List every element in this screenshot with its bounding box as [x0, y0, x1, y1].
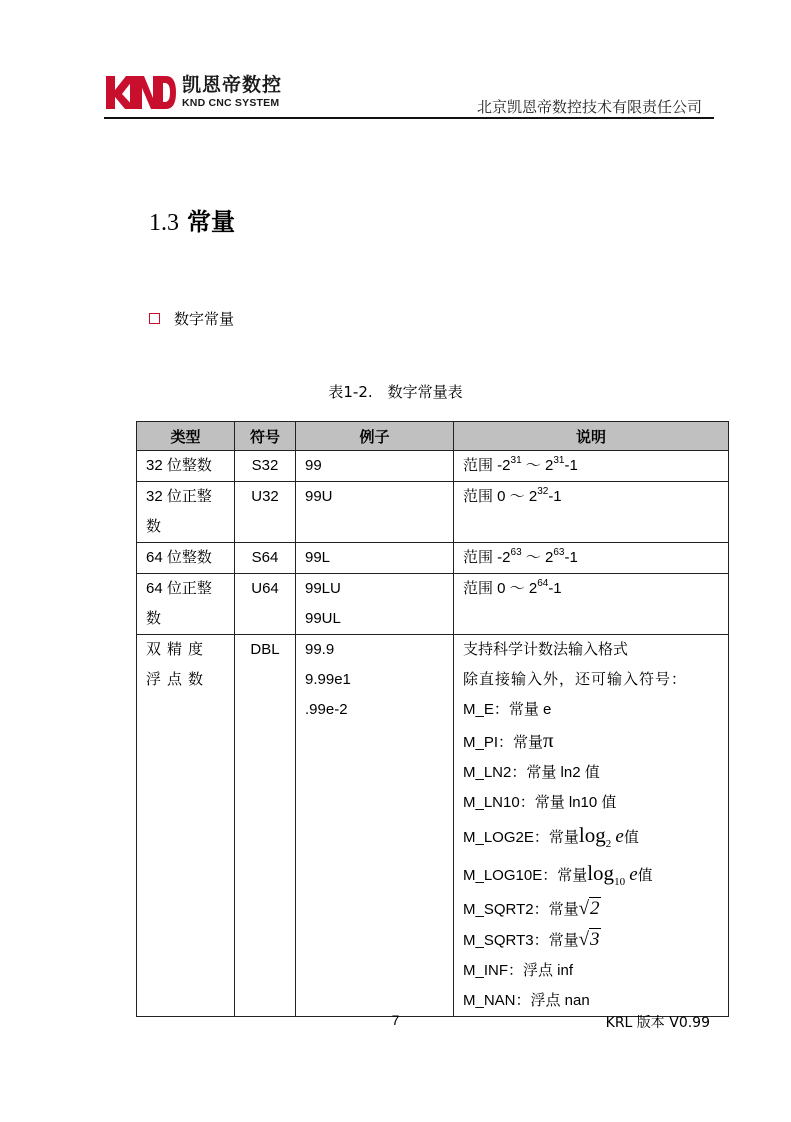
cell-symbol: S64: [235, 543, 296, 574]
square-bullet-icon: [149, 313, 160, 324]
table-row: [137, 543, 729, 574]
header-symbol: 符号: [235, 422, 296, 451]
table-caption: 表1-2. 数字常量表: [328, 383, 463, 401]
table-row: [137, 451, 729, 482]
header-divider: [104, 117, 714, 119]
table-row: [137, 635, 729, 1017]
cell-description: 范围 $-2^{31}$ ～ $2^{31}-1$: [454, 451, 729, 482]
knd-logo-mark: [106, 76, 176, 109]
cell-type: 64 位正整数: [137, 574, 235, 635]
cell-type: 64 位整数: [137, 543, 235, 574]
cell-example: 99L: [296, 543, 454, 574]
cell-description: 支持科学计数法输入格式 除直接输入外，还可输入符号： M_E：常量 e M_PI：常量π M_LN2：常量 ln2 值 M_LN10：常量 ln10 值 M_LOG2E：常量$\log_2 e$值 M_LOG10E：常量$\log_{10} e$值 M_SQRT2：常量√2 M_SQRT3：常量√3 M_INF：浮点 inf M_NAN：浮点 nan: [454, 635, 729, 1017]
cell-description: 范围 $-2^{63}$ ～ $2^{63}-1$: [454, 543, 729, 574]
table-header-row: [137, 422, 729, 451]
cell-description: 范围 0 ～ $2^{64}-1$: [454, 574, 729, 635]
section-number: 1.3: [149, 210, 179, 236]
cell-type: 双精度浮点数: [137, 635, 235, 1017]
subsection-label: 数字常量: [174, 310, 235, 328]
header-type: 类型: [137, 422, 235, 451]
pi-symbol: π: [543, 728, 554, 752]
cell-symbol: DBL: [235, 635, 296, 1017]
logo-chinese-name: 凯恩帝数控: [182, 74, 283, 97]
cell-example: 99: [296, 451, 454, 482]
cell-description: 范围 0 ～ $2^{32}-1$: [454, 482, 729, 543]
version-label: KRL 版本 V0.99: [605, 1015, 710, 1031]
logo-english-name: KND CNC SYSTEM: [182, 97, 280, 110]
cell-symbol: S32: [235, 451, 296, 482]
section-title: 常量: [187, 210, 235, 236]
sqrt-icon: √3: [578, 929, 600, 950]
cell-symbol: U64: [235, 574, 296, 635]
header-description: 说明: [454, 422, 729, 451]
cell-example: 99U: [296, 482, 454, 543]
page-number: 7: [391, 1012, 400, 1028]
cell-example: 99LU 99UL: [296, 574, 454, 635]
table-row: [137, 482, 729, 543]
cell-type: 32 位正整数: [137, 482, 235, 543]
company-name: 北京凯恩帝数控技术有限责任公司: [476, 98, 702, 116]
cell-example: 99.9 9.99e1 .99e-2: [296, 635, 454, 1017]
company-logo: [106, 76, 282, 109]
numeric-constants-table: [136, 421, 729, 1017]
subsection-item: [149, 308, 234, 329]
cell-symbol: U32: [235, 482, 296, 543]
sqrt-icon: √2: [578, 898, 600, 919]
cell-type: 32 位整数: [137, 451, 235, 482]
section-heading: [149, 202, 235, 237]
header-example: 例子: [296, 422, 454, 451]
table-row: [137, 574, 729, 635]
